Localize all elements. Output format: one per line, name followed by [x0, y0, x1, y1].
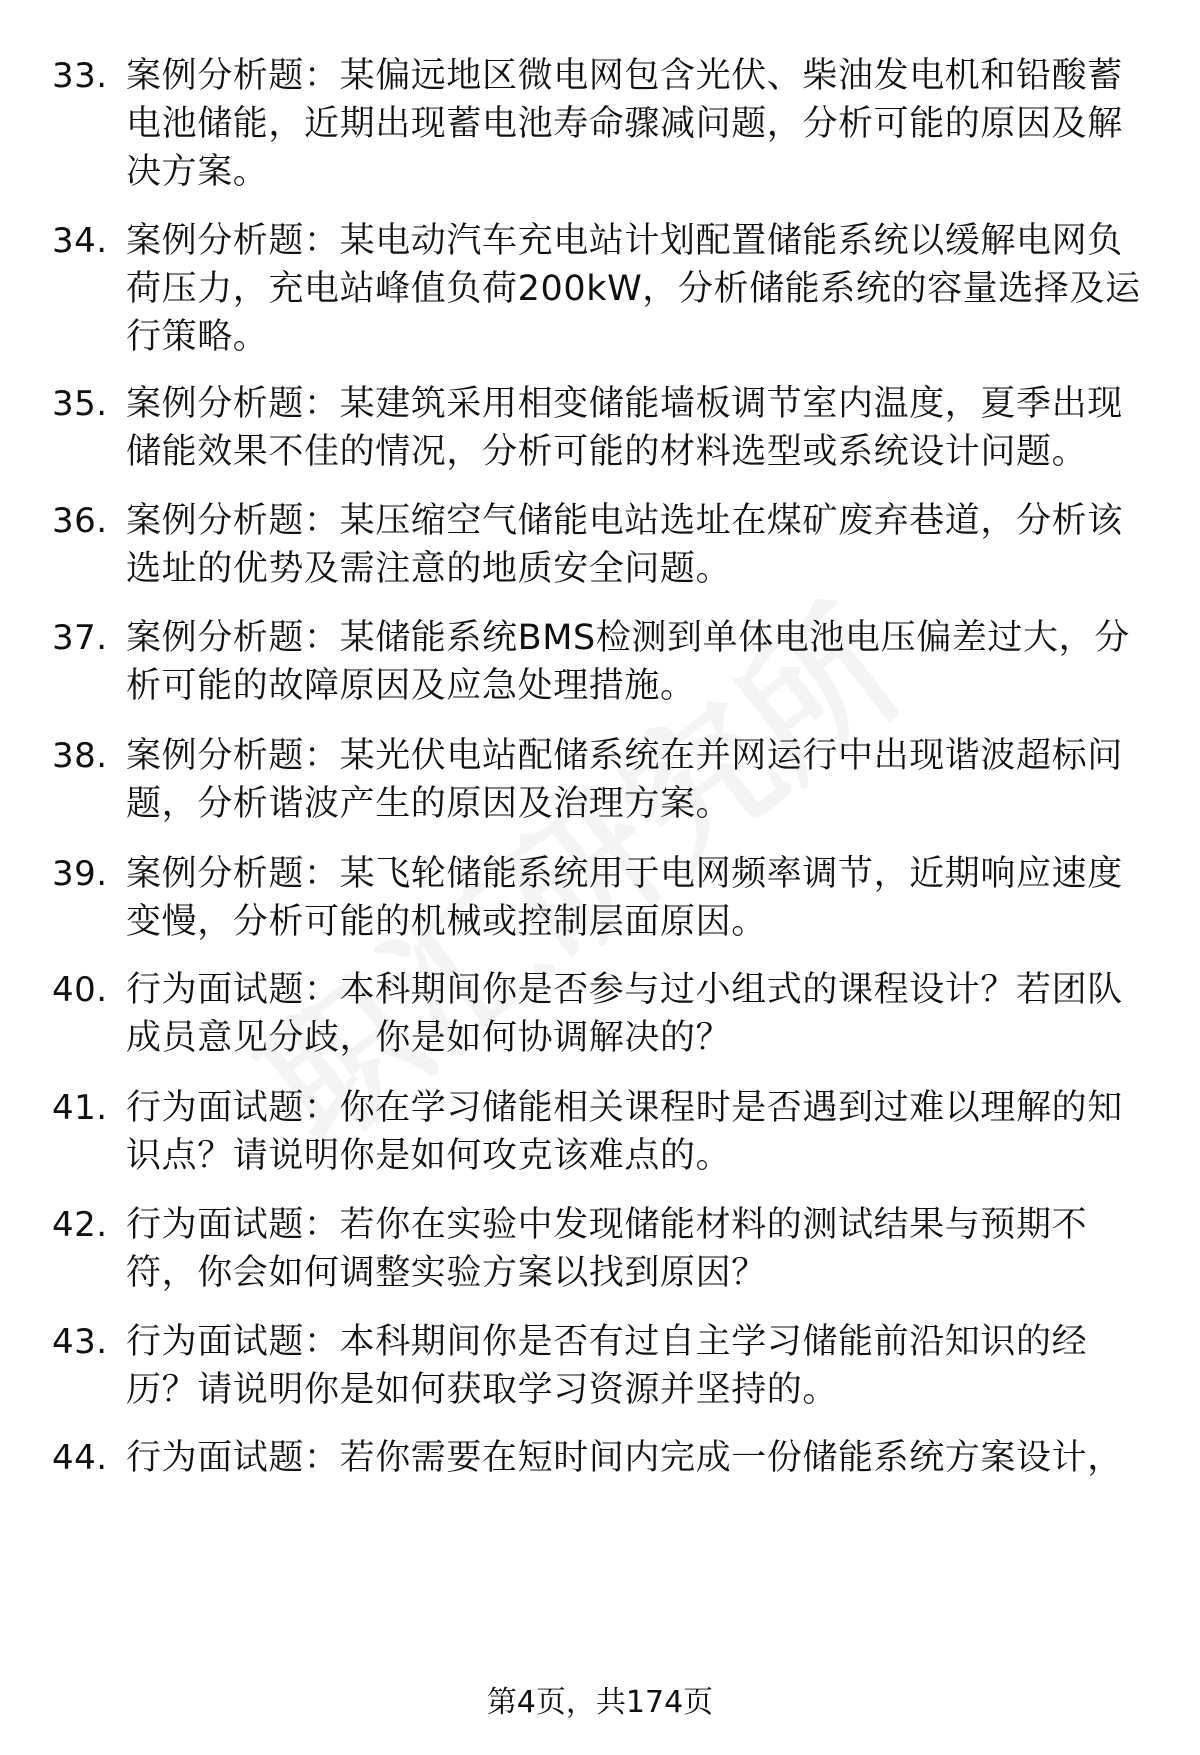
question-number: 41.	[52, 1088, 108, 1128]
question-text: 行为面试题：本科期间你是否参与过小组式的课程设计？若团队 成员意见分歧，你是如何协调解决的？	[126, 970, 1123, 1058]
question-number: 38.	[52, 736, 108, 776]
question-text: 行为面试题：本科期间你是否有过自主学习储能前沿知识的经 历？请说明你是如何获取学习资源并坚持的。	[126, 1322, 1088, 1410]
question-number: 42.	[52, 1205, 108, 1245]
question-text: 行为面试题：你在学习储能相关课程时是否遇到过难以理解的知 识点？请说明你是如何攻克该难点的。	[126, 1088, 1123, 1176]
question-text: 案例分析题：某压缩空气储能电站选址在煤矿废弃巷道，分析该 选址的优势及需注意的地质安全问题。	[126, 501, 1123, 589]
question-number: 39.	[52, 854, 108, 894]
question-text: 行为面试题：若你需要在短时间内完成一份储能系统方案设计，	[126, 1438, 1123, 1478]
page-footer: 第4页，共174页	[486, 1685, 714, 1720]
question-text: 案例分析题：某电动汽车充电站计划配置储能系统以缓解电网负 荷压力，充电站峰值负荷200kW，分析储能系统的容量选择及运 行策略。	[126, 221, 1141, 357]
question-number: 43.	[52, 1322, 108, 1362]
question-text: 行为面试题：若你在实验中发现储能材料的测试结果与预期不 符，你会如何调整实验方案以找到原因？	[126, 1205, 1088, 1293]
question-text: 案例分析题：某偏远地区微电网包含光伏、柴油发电机和铅酸蓄 电池储能，近期出现蓄电池寿命骤减问题，分析可能的原因及解 决方案。	[126, 56, 1123, 192]
question-number: 40.	[52, 970, 108, 1010]
question-number: 36.	[52, 501, 108, 541]
question-text: 案例分析题：某飞轮储能系统用于电网频率调节，近期响应速度 变慢，分析可能的机械或控制层面原因。	[126, 854, 1123, 942]
question-number: 33.	[52, 56, 108, 96]
question-text: 案例分析题：某建筑采用相变储能墙板调节室内温度，夏季出现 储能效果不佳的情况，分析可能的材料选型或系统设计问题。	[126, 384, 1123, 472]
question-number: 37.	[52, 618, 108, 658]
question-number: 44.	[52, 1438, 108, 1478]
question-text: 案例分析题：某储能系统BMS检测到单体电池电压偏差过大，分 析可能的故障原因及应急处理措施。	[126, 618, 1130, 706]
question-text: 案例分析题：某光伏电站配储系统在并网运行中出现谐波超标问 题，分析谐波产生的原因及治理方案。	[126, 736, 1123, 824]
question-number: 34.	[52, 221, 108, 261]
question-number: 35.	[52, 384, 108, 424]
